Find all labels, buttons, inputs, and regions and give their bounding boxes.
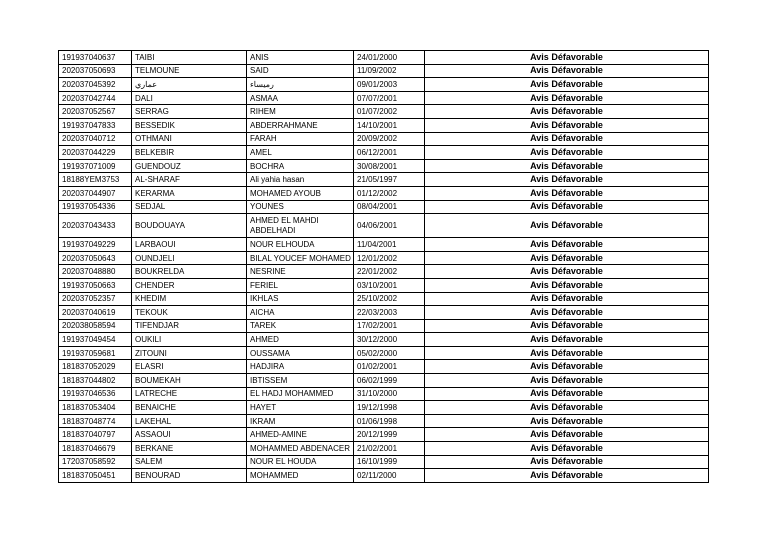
cell-last-name: TEKOUK bbox=[132, 306, 247, 320]
cell-birth-date: 06/12/2001 bbox=[354, 146, 425, 160]
cell-birth-date: 01/07/2002 bbox=[354, 105, 425, 119]
table-row bbox=[59, 251, 709, 265]
cell-registration-number: 202037045392 bbox=[59, 78, 132, 92]
cell-first-name: BILAL YOUCEF MOHAMED bbox=[247, 251, 354, 265]
table-row bbox=[59, 469, 709, 483]
cell-first-name: BOCHRA bbox=[247, 159, 354, 173]
results-table bbox=[58, 50, 709, 483]
cell-last-name: BERKANE bbox=[132, 442, 247, 456]
cell-registration-number: 202037040619 bbox=[59, 306, 132, 320]
cell-first-name: TAREK bbox=[247, 319, 354, 333]
cell-registration-number: 202037052357 bbox=[59, 292, 132, 306]
cell-birth-date: 08/04/2001 bbox=[354, 200, 425, 214]
table-row bbox=[59, 442, 709, 456]
cell-decision: Avis Défavorable bbox=[425, 265, 709, 279]
table-row bbox=[59, 64, 709, 78]
cell-last-name: KERARMA bbox=[132, 186, 247, 200]
table-row bbox=[59, 401, 709, 415]
cell-birth-date: 01/02/2001 bbox=[354, 360, 425, 374]
cell-first-name: FARAH bbox=[247, 132, 354, 146]
cell-decision: Avis Défavorable bbox=[425, 306, 709, 320]
cell-decision: Avis Défavorable bbox=[425, 469, 709, 483]
cell-birth-date: 14/10/2001 bbox=[354, 118, 425, 132]
cell-registration-number: 191937047833 bbox=[59, 118, 132, 132]
cell-decision: Avis Défavorable bbox=[425, 346, 709, 360]
cell-first-name: EL HADJ MOHAMMED bbox=[247, 387, 354, 401]
cell-registration-number: 191937040637 bbox=[59, 51, 132, 65]
cell-first-name: IBTISSEM bbox=[247, 374, 354, 388]
cell-registration-number: 202037043433 bbox=[59, 214, 132, 238]
cell-registration-number: 181837046679 bbox=[59, 442, 132, 456]
table-row bbox=[59, 105, 709, 119]
cell-last-name: TELMOUNE bbox=[132, 64, 247, 78]
cell-last-name: TIFENDJAR bbox=[132, 319, 247, 333]
cell-last-name: ELASRI bbox=[132, 360, 247, 374]
results-table-body bbox=[59, 51, 709, 483]
cell-birth-date: 09/01/2003 bbox=[354, 78, 425, 92]
cell-registration-number: 191937049454 bbox=[59, 333, 132, 347]
cell-birth-date: 04/06/2001 bbox=[354, 214, 425, 238]
cell-registration-number: 202037044907 bbox=[59, 186, 132, 200]
cell-decision: Avis Défavorable bbox=[425, 278, 709, 292]
cell-registration-number: 202037050693 bbox=[59, 64, 132, 78]
table-row bbox=[59, 387, 709, 401]
cell-decision: Avis Défavorable bbox=[425, 292, 709, 306]
cell-last-name: GUENDOUZ bbox=[132, 159, 247, 173]
cell-birth-date: 17/02/2001 bbox=[354, 319, 425, 333]
cell-last-name: BENOURAD bbox=[132, 469, 247, 483]
cell-first-name: AICHA bbox=[247, 306, 354, 320]
table-row bbox=[59, 159, 709, 173]
cell-birth-date: 21/02/2001 bbox=[354, 442, 425, 456]
cell-first-name: OUSSAMA bbox=[247, 346, 354, 360]
cell-decision: Avis Défavorable bbox=[425, 51, 709, 65]
cell-first-name: MOHAMED AYOUB bbox=[247, 186, 354, 200]
cell-birth-date: 05/02/2000 bbox=[354, 346, 425, 360]
cell-first-name: ANIS bbox=[247, 51, 354, 65]
cell-registration-number: 181837040797 bbox=[59, 428, 132, 442]
cell-last-name: OUNDJELI bbox=[132, 251, 247, 265]
cell-birth-date: 24/01/2000 bbox=[354, 51, 425, 65]
cell-last-name: CHENDER bbox=[132, 278, 247, 292]
cell-registration-number: 191937049229 bbox=[59, 238, 132, 252]
cell-birth-date: 20/12/1999 bbox=[354, 428, 425, 442]
cell-decision: Avis Défavorable bbox=[425, 387, 709, 401]
cell-last-name: OUKILI bbox=[132, 333, 247, 347]
cell-registration-number: 181837050451 bbox=[59, 469, 132, 483]
cell-last-name: ZITOUNI bbox=[132, 346, 247, 360]
cell-birth-date: 16/10/1999 bbox=[354, 455, 425, 469]
cell-decision: Avis Défavorable bbox=[425, 200, 709, 214]
cell-birth-date: 22/01/2002 bbox=[354, 265, 425, 279]
table-row bbox=[59, 132, 709, 146]
cell-birth-date: 31/10/2000 bbox=[354, 387, 425, 401]
cell-decision: Avis Défavorable bbox=[425, 78, 709, 92]
cell-decision: Avis Défavorable bbox=[425, 238, 709, 252]
cell-birth-date: 01/12/2002 bbox=[354, 186, 425, 200]
table-row bbox=[59, 173, 709, 187]
cell-last-name: SEDJAL bbox=[132, 200, 247, 214]
cell-registration-number: 181837052029 bbox=[59, 360, 132, 374]
cell-last-name: LARBAOUI bbox=[132, 238, 247, 252]
cell-birth-date: 11/04/2001 bbox=[354, 238, 425, 252]
cell-last-name: BOUDOUAYA bbox=[132, 214, 247, 238]
cell-birth-date: 30/08/2001 bbox=[354, 159, 425, 173]
cell-registration-number: 191937050663 bbox=[59, 278, 132, 292]
cell-decision: Avis Défavorable bbox=[425, 414, 709, 428]
cell-last-name: TAIBI bbox=[132, 51, 247, 65]
cell-first-name: AHMED-AMINE bbox=[247, 428, 354, 442]
cell-first-name: MOHAMMED bbox=[247, 469, 354, 483]
table-row bbox=[59, 146, 709, 160]
cell-birth-date: 01/06/1998 bbox=[354, 414, 425, 428]
cell-registration-number: 172037058592 bbox=[59, 455, 132, 469]
cell-registration-number: 202037042744 bbox=[59, 91, 132, 105]
table-row bbox=[59, 319, 709, 333]
cell-last-name: BOUKRELDA bbox=[132, 265, 247, 279]
cell-birth-date: 06/02/1999 bbox=[354, 374, 425, 388]
cell-last-name: AL-SHARAF bbox=[132, 173, 247, 187]
cell-registration-number: 181837044802 bbox=[59, 374, 132, 388]
cell-registration-number: 191937059681 bbox=[59, 346, 132, 360]
cell-last-name: BOUMEKAH bbox=[132, 374, 247, 388]
cell-decision: Avis Défavorable bbox=[425, 146, 709, 160]
cell-birth-date: 20/09/2002 bbox=[354, 132, 425, 146]
cell-decision: Avis Défavorable bbox=[425, 401, 709, 415]
cell-last-name: BESSEDIK bbox=[132, 118, 247, 132]
cell-birth-date: 25/10/2002 bbox=[354, 292, 425, 306]
cell-last-name: LAKEHAL bbox=[132, 414, 247, 428]
cell-decision: Avis Défavorable bbox=[425, 333, 709, 347]
cell-last-name: SALEM bbox=[132, 455, 247, 469]
cell-last-name: ASSAOUI bbox=[132, 428, 247, 442]
cell-decision: Avis Défavorable bbox=[425, 105, 709, 119]
cell-last-name: عماري bbox=[132, 78, 247, 92]
cell-first-name: Ali yahia hasan bbox=[247, 173, 354, 187]
table-row bbox=[59, 78, 709, 92]
cell-first-name: رميساء bbox=[247, 78, 354, 92]
table-row bbox=[59, 374, 709, 388]
cell-first-name: MOHAMMED ABDENACER bbox=[247, 442, 354, 456]
cell-decision: Avis Défavorable bbox=[425, 251, 709, 265]
table-row bbox=[59, 91, 709, 105]
table-row bbox=[59, 333, 709, 347]
cell-first-name: YOUNES bbox=[247, 200, 354, 214]
cell-first-name: AHMED EL MAHDI ABDELHADI bbox=[247, 214, 354, 238]
table-row bbox=[59, 238, 709, 252]
cell-last-name: OTHMANI bbox=[132, 132, 247, 146]
table-row bbox=[59, 306, 709, 320]
cell-decision: Avis Défavorable bbox=[425, 186, 709, 200]
table-row bbox=[59, 455, 709, 469]
cell-first-name: SAID bbox=[247, 64, 354, 78]
cell-registration-number: 202037040712 bbox=[59, 132, 132, 146]
cell-registration-number: 202038058594 bbox=[59, 319, 132, 333]
table-row bbox=[59, 51, 709, 65]
cell-birth-date: 22/03/2003 bbox=[354, 306, 425, 320]
cell-registration-number: 191937046536 bbox=[59, 387, 132, 401]
cell-registration-number: 18188YEM3753 bbox=[59, 173, 132, 187]
cell-first-name: HADJIRA bbox=[247, 360, 354, 374]
table-row bbox=[59, 346, 709, 360]
cell-decision: Avis Défavorable bbox=[425, 159, 709, 173]
cell-first-name: ABDERRAHMANE bbox=[247, 118, 354, 132]
cell-registration-number: 191937071009 bbox=[59, 159, 132, 173]
cell-birth-date: 12/01/2002 bbox=[354, 251, 425, 265]
table-row bbox=[59, 292, 709, 306]
cell-last-name: LATRECHE bbox=[132, 387, 247, 401]
table-row bbox=[59, 186, 709, 200]
cell-first-name: IKRAM bbox=[247, 414, 354, 428]
cell-birth-date: 03/10/2001 bbox=[354, 278, 425, 292]
cell-decision: Avis Défavorable bbox=[425, 455, 709, 469]
table-row bbox=[59, 278, 709, 292]
cell-birth-date: 30/12/2000 bbox=[354, 333, 425, 347]
cell-first-name: HAYET bbox=[247, 401, 354, 415]
cell-last-name: DALI bbox=[132, 91, 247, 105]
cell-registration-number: 191937054336 bbox=[59, 200, 132, 214]
table-row bbox=[59, 265, 709, 279]
cell-registration-number: 181837048774 bbox=[59, 414, 132, 428]
cell-first-name: NOUR EL HOUDA bbox=[247, 455, 354, 469]
cell-last-name: KHEDIM bbox=[132, 292, 247, 306]
cell-first-name: ASMAA bbox=[247, 91, 354, 105]
cell-decision: Avis Défavorable bbox=[425, 442, 709, 456]
cell-registration-number: 202037052567 bbox=[59, 105, 132, 119]
cell-decision: Avis Défavorable bbox=[425, 118, 709, 132]
cell-decision: Avis Défavorable bbox=[425, 360, 709, 374]
cell-birth-date: 19/12/1998 bbox=[354, 401, 425, 415]
table-row bbox=[59, 360, 709, 374]
table-row bbox=[59, 428, 709, 442]
cell-decision: Avis Défavorable bbox=[425, 64, 709, 78]
cell-last-name: BENAICHE bbox=[132, 401, 247, 415]
table-row bbox=[59, 214, 709, 238]
table-row bbox=[59, 414, 709, 428]
cell-birth-date: 11/09/2002 bbox=[354, 64, 425, 78]
cell-decision: Avis Défavorable bbox=[425, 319, 709, 333]
cell-registration-number: 202037044229 bbox=[59, 146, 132, 160]
cell-first-name: RIHEM bbox=[247, 105, 354, 119]
cell-registration-number: 202037048880 bbox=[59, 265, 132, 279]
results-sheet bbox=[58, 50, 709, 483]
table-row bbox=[59, 118, 709, 132]
cell-last-name: BELKEBIR bbox=[132, 146, 247, 160]
cell-decision: Avis Défavorable bbox=[425, 428, 709, 442]
cell-decision: Avis Défavorable bbox=[425, 374, 709, 388]
cell-decision: Avis Défavorable bbox=[425, 214, 709, 238]
cell-decision: Avis Défavorable bbox=[425, 173, 709, 187]
table-row bbox=[59, 200, 709, 214]
cell-registration-number: 202037050643 bbox=[59, 251, 132, 265]
cell-first-name: FERIEL bbox=[247, 278, 354, 292]
cell-registration-number: 181837053404 bbox=[59, 401, 132, 415]
cell-birth-date: 02/11/2000 bbox=[354, 469, 425, 483]
cell-first-name: AMEL bbox=[247, 146, 354, 160]
cell-first-name: NESRINE bbox=[247, 265, 354, 279]
cell-birth-date: 07/07/2001 bbox=[354, 91, 425, 105]
cell-decision: Avis Défavorable bbox=[425, 132, 709, 146]
cell-decision: Avis Défavorable bbox=[425, 91, 709, 105]
cell-first-name: AHMED bbox=[247, 333, 354, 347]
cell-first-name: IKHLAS bbox=[247, 292, 354, 306]
cell-birth-date: 21/05/1997 bbox=[354, 173, 425, 187]
cell-first-name: NOUR ELHOUDA bbox=[247, 238, 354, 252]
cell-last-name: SERRAG bbox=[132, 105, 247, 119]
